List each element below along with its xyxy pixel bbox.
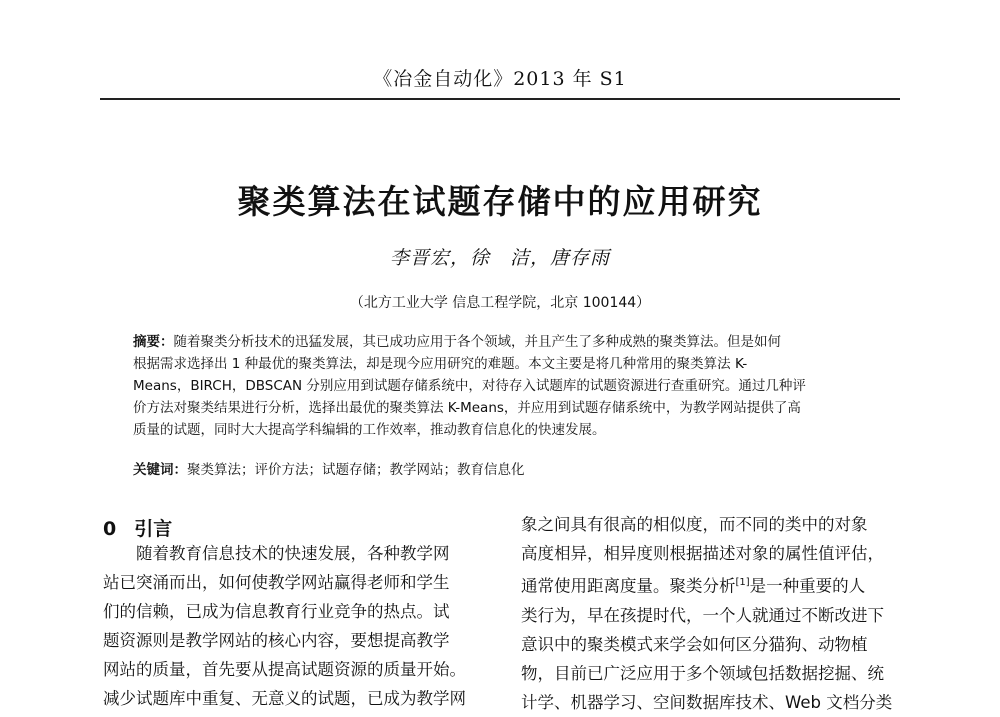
body-line: 减少试题库中重复、无意义的试题，已成为教学网 bbox=[103, 689, 466, 708]
affiliation: （北方工业大学 信息工程学院，北京 100144） bbox=[349, 295, 651, 311]
section-heading bbox=[103, 514, 172, 541]
section-title: 引言 bbox=[134, 518, 173, 540]
citation-ref: [1] bbox=[735, 577, 750, 588]
abstract bbox=[133, 331, 861, 441]
body-line: 物，目前已广泛应用于多个领域包括数据挖掘、统 bbox=[521, 663, 884, 683]
header-rule bbox=[100, 98, 900, 100]
left-column bbox=[103, 539, 488, 713]
paper-title: 聚类算法在试题存储中的应用研究 bbox=[237, 182, 763, 221]
abstract-line: 质量的试题，同时大大提高学科编辑的工作效率，推动教育信息化的快速发展。 bbox=[133, 422, 606, 438]
body-line: 网站的质量，首先要从提高试题资源的质量开始。 bbox=[103, 660, 466, 679]
abstract-line: 根据需求选择出 1 种最优的聚类算法，却是现今应用研究的难题。本文主要是将几种常用的聚类算法 K- bbox=[133, 356, 748, 372]
abstract-line: 价方法对聚类结果进行分析，选择出最优的聚类算法 K-Means，并应用到试题存储系统中，为教学网站提供了高 bbox=[133, 400, 801, 416]
body-line: 随着教育信息技术的快速发展，各种教学网 bbox=[136, 544, 450, 563]
section-number: 0 bbox=[103, 518, 117, 540]
body-line: 计学、机器学习、空间数据库技术、Web 文档分类 bbox=[521, 692, 893, 712]
body-line: 类行为，早在孩提时代，一个人就通过不断改进下 bbox=[521, 605, 884, 625]
keywords-label: 关键词： bbox=[133, 462, 187, 478]
journal-header: 《冶金自动化》2013 年 S1 bbox=[373, 68, 627, 90]
abstract-label: 摘要： bbox=[133, 334, 174, 350]
abstract-line: 摘要：随着聚类分析技术的迅猛发展，其已成功应用于各个领域，并且产生了多种成熟的聚类算法。但是如何 bbox=[133, 334, 781, 350]
keywords bbox=[133, 459, 861, 481]
body-line: 高度相异，相异度则根据描述对象的属性值评估， bbox=[521, 544, 884, 563]
body-line: 站已突涌而出，如何使教学网站赢得老师和学生 bbox=[103, 573, 450, 592]
authors: 李晋宏，徐 洁，唐存雨 bbox=[389, 247, 610, 269]
abstract-line: Means，BIRCH，DBSCAN 分别应用到试题存储系统中，对待存入试题库的试题资源进行查重研究。通过几种评 bbox=[133, 378, 806, 394]
right-column bbox=[521, 510, 906, 717]
body-line: 象之间具有很高的相似度，而不同的类中的对象 bbox=[521, 515, 868, 534]
body-line: 们的信赖，已成为信息教育行业竞争的热点。试 bbox=[103, 602, 450, 621]
body-line: 意识中的聚类模式来学会如何区分猫狗、动物植 bbox=[521, 634, 868, 654]
keywords-text: 聚类算法；评价方法；试题存储；教学网站；教育信息化 bbox=[187, 462, 525, 478]
body-line: 题资源则是教学网站的核心内容，要想提高教学 bbox=[103, 631, 450, 650]
body-line: 通常使用距离度量。聚类分析[1]是一种重要的人 bbox=[521, 576, 866, 596]
